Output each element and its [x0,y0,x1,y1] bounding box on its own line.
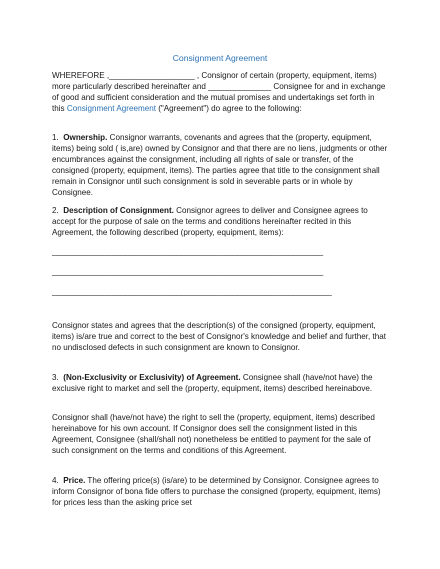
section-body: Consignee shall (have/not have) the exclusive right to market and sell the (property, equipment, items) described hereinabove. [52,373,373,393]
blank-line[interactable]: _________________________________________________________________ [52,287,332,296]
section-body: Consignor agrees to deliver and Consignee agrees to accept for the purpose of sale on the terms and conditions hereinafter recited in this Agreement, the following described (property, equipment, items): [52,206,368,237]
section-body: Consignor warrants, covenants and agrees that the (property, equipment, items) being sold ( is,are) owned by Consignor and that there are no liens, judgments or other encumbrances against the consignment, including all rights of sale or transfer, of the consigned (property, equipment, items). The parties agree that title to the consignment shall remain in Consignor until such consignment is sold in severable parts or in whole by Consignee. [52,133,388,197]
consignment-agreement-link[interactable]: Consignment Agreement [66,104,156,113]
section-body: The offering price(s) (is/are) to be determined by Consignor. Consignee agrees to inform Consignor of bona fide offers to purchase the consigned (property, equipment, items) for prices less than the asking price set [52,476,381,507]
section-number: 1. [52,133,59,142]
section-number: 3. [52,373,59,382]
consignor-rights-paragraph: Consignor shall (have/not have) the right to sell the (property, equipment, items) described hereinabove for his own account. If Consignor does sell the consignment listed in this Agreement, Consignee (shall/shall not) nonetheless be entitled to payment for the sale of such consignment on the terms and conditions of this Agreement. [52,413,375,455]
section-exclusivity [52,372,388,394]
blank-line[interactable]: _______________________________________________________________ [52,267,323,276]
section-number: 2. [52,206,59,215]
section-number: 4. [52,476,59,485]
section-ownership [52,132,388,198]
statement-paragraph: Consignor states and agrees that the description(s) of the consigned (property, equipment, items) is/are true and correct to the best of Consignor's knowledge and belief and further, that no undisclosed defects in such consignment are known to Consignor. [52,321,387,352]
section-heading: Ownership. [63,133,108,142]
section-description [52,205,388,238]
intro-paragraph [52,70,388,114]
blank-line[interactable]: _______________________________________________________________ [52,247,323,256]
section-heading: (Non-Exclusivity or Exclusivity) of Agreement. [63,373,241,382]
section-price [52,475,388,508]
section-heading: Description of Consignment. [63,206,174,215]
section-heading: Price. [63,476,86,485]
intro-text-1: WHEREFORE ,___________________ , Consignor of certain (property, equipment, items) more particularly described hereinafter and ______________ Consignee for and in exchange of good and sufficient consideration and the mutual promises and undertakings set forth in this [52,71,386,113]
intro-text-2: ("Agreement") do agree to the following: [155,104,302,113]
document-title: Consignment Agreement [172,53,268,63]
